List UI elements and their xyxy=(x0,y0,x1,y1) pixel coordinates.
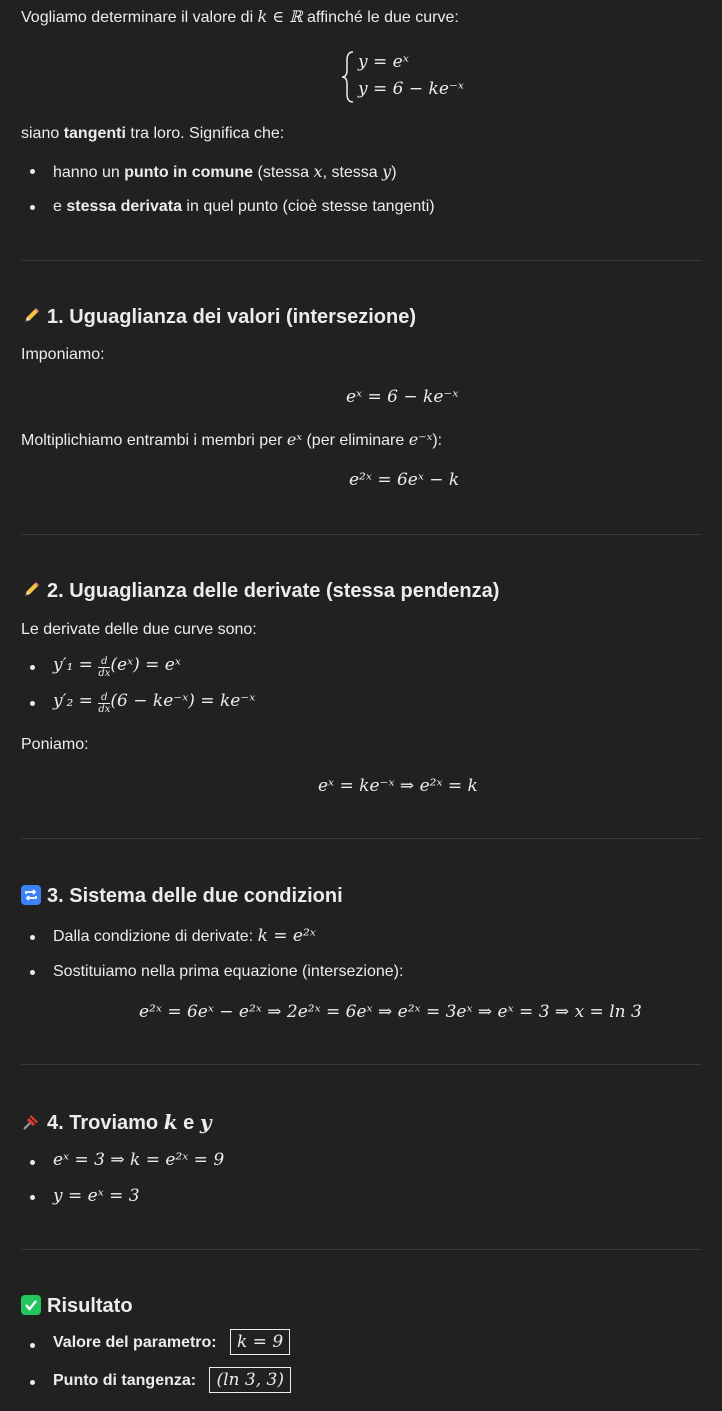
result-parameter: Valore del parametro: k = 9 xyxy=(53,1332,290,1352)
intro-line: Vogliamo determinare il valore di k ∈ ℝ affinché le due curve: xyxy=(21,7,459,26)
list-item: e stessa derivata in quel punto (cioè stesse tangenti) xyxy=(53,198,435,215)
bullet-dot xyxy=(30,205,35,210)
divider xyxy=(21,260,701,261)
brace-left xyxy=(340,50,356,104)
divider xyxy=(21,534,701,535)
list-item: hanno un punto in comune (stessa x, stessa y) xyxy=(53,162,397,181)
bullet-dot xyxy=(30,1160,35,1165)
bullet-dot xyxy=(30,935,35,940)
multiply-sentence: Moltiplichiamo entrambi i membri per eˣ (per eliminare e⁻ˣ): xyxy=(21,430,443,449)
equation-derivative-equal: eˣ = ke⁻ˣ ⇒ e²ˣ = k xyxy=(318,776,478,796)
system-eq-1: y = eˣ xyxy=(358,52,409,72)
boxed-k-value: k = 9 xyxy=(230,1329,290,1355)
impose-label: Imponiamo: xyxy=(21,346,105,363)
section-1-heading: 1. Uguaglianza dei valori (intersezione) xyxy=(21,306,416,329)
bullet-dot xyxy=(30,701,35,706)
bullet-dot xyxy=(30,665,35,670)
equation-multiplied: e²ˣ = 6eˣ − k xyxy=(349,470,460,490)
bullet-dot xyxy=(30,970,35,975)
equation-system-solution: e²ˣ = 6eˣ − e²ˣ ⇒ 2e²ˣ = 6eˣ ⇒ e²ˣ = 3eˣ ⇒ eˣ = 3 ⇒ x = ln 3 xyxy=(139,1002,642,1022)
derivative-1: y′₁ = $\frac{d}{dx}$ (eˣ) = eˣ xyxy=(53,655,181,679)
tangent-sentence: siano tangenti tra loro. Significa che: xyxy=(21,125,285,142)
pencil-icon xyxy=(21,580,41,600)
list-item: Dalla condizione di derivate: k = e²ˣ xyxy=(53,926,316,946)
divider xyxy=(21,1249,701,1250)
list-item: Sostituiamo nella prima equazione (intersezione): xyxy=(53,963,404,980)
derivatives-intro: Le derivate delle due curve sono: xyxy=(21,621,257,638)
section-4-heading: 4. Troviamo k e y xyxy=(21,1110,211,1135)
poniamo-label: Poniamo: xyxy=(21,736,89,753)
boxed-point-value: (ln 3, 3) xyxy=(209,1367,291,1393)
pencil-icon xyxy=(21,306,41,326)
derivative-2: y′₂ = $\frac{d}{dx}$ (6 − ke⁻ˣ) = ke⁻ˣ xyxy=(53,691,256,715)
result-tangency-point: Punto di tangenza: (ln 3, 3) xyxy=(53,1370,291,1390)
result-k: eˣ = 3 ⇒ k = e²ˣ = 9 xyxy=(53,1150,225,1170)
bullet-dot xyxy=(30,1343,35,1348)
section-3-heading: 3. Sistema delle due condizioni xyxy=(21,885,343,908)
bullet-dot xyxy=(30,1195,35,1200)
check-mark-icon xyxy=(21,1295,41,1315)
system-eq-2: y = 6 − ke⁻ˣ xyxy=(358,79,464,99)
result-heading: Risultato xyxy=(21,1295,133,1318)
result-y: y = eˣ = 3 xyxy=(53,1186,140,1206)
equation-intersection: eˣ = 6 − ke⁻ˣ xyxy=(346,387,459,407)
bullet-dot xyxy=(30,1380,35,1385)
section-2-heading: 2. Uguaglianza delle derivate (stessa pendenza) xyxy=(21,580,499,603)
repeat-icon xyxy=(21,885,41,905)
bullet-dot xyxy=(30,169,35,174)
divider xyxy=(21,838,701,839)
divider xyxy=(21,1064,701,1065)
pushpin-icon xyxy=(21,1112,41,1132)
